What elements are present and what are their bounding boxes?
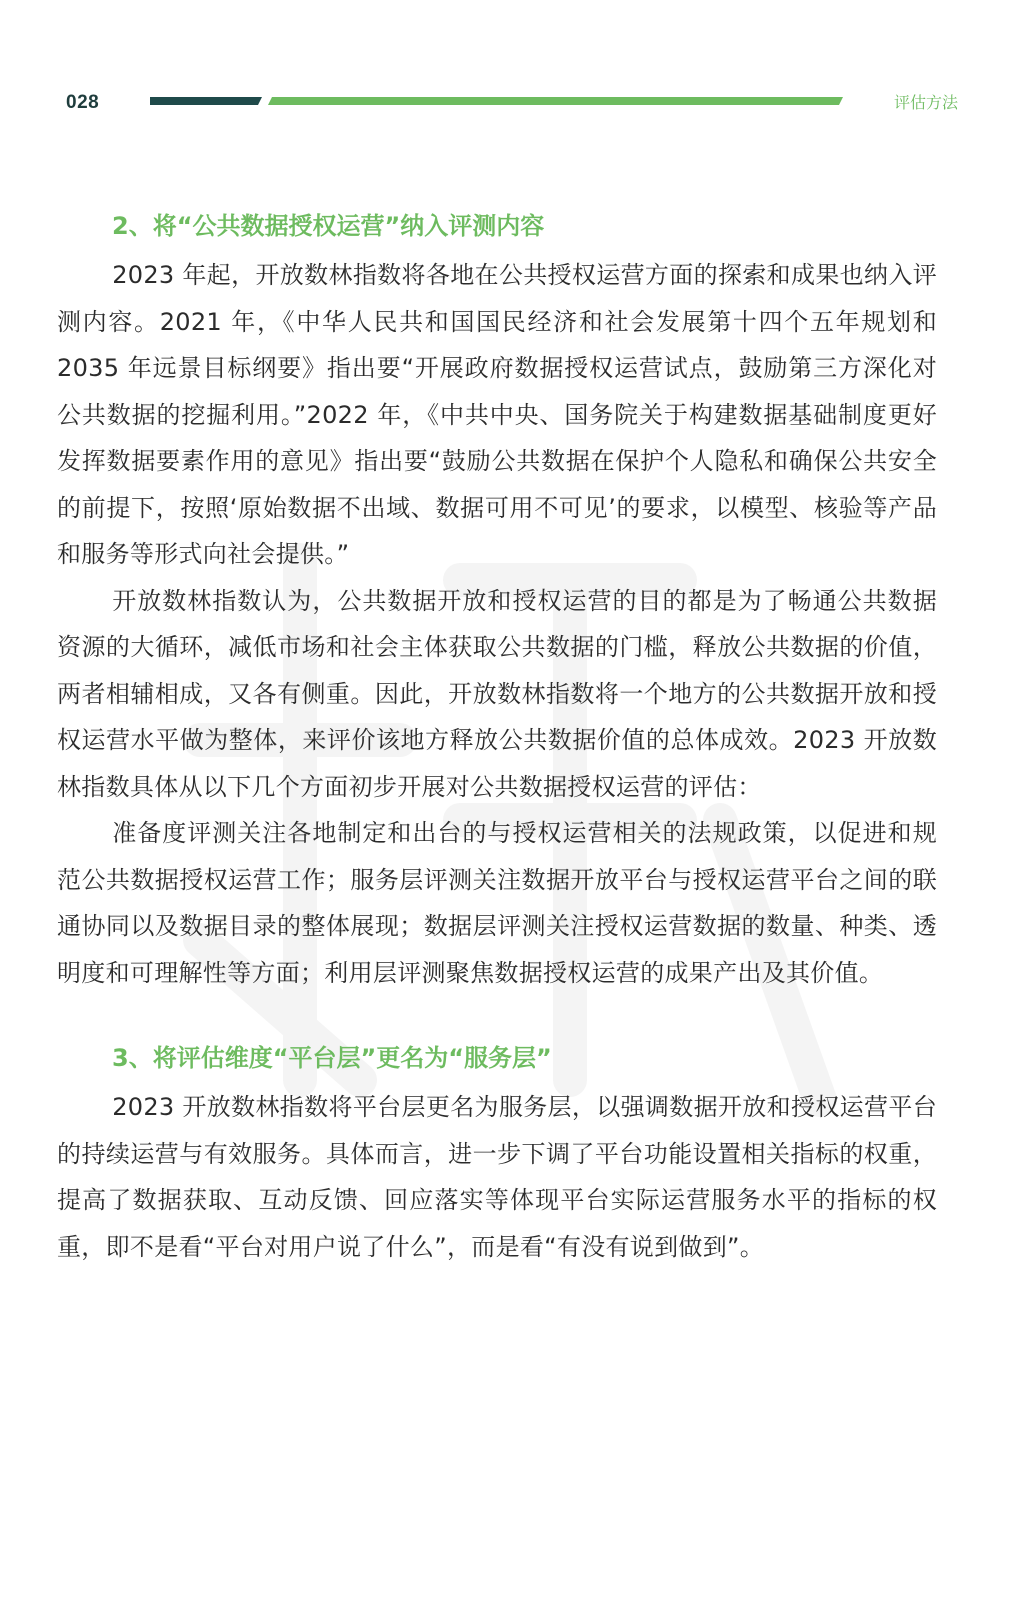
paragraph: 准备度评测关注各地制定和出台的与授权运营相关的法规政策，以促进和规范公共数据授权运营工作；服务层评测关注数据开放平台与授权运营平台之间的联通协同以及数据目录的整体展现；数据层评测关注授权运营数据的数量、种类、透明度和可理解性等方面；利用层评测聚焦数据授权运营的成果产出及其价值。 [57, 819, 937, 987]
paragraph: 2023 开放数林指数将平台层更名为服务层，以强调数据开放和授权运营平台的持续运营与有效服务。具体而言，进一步下调了平台功能设置相关指标的权重，提高了数据获取、互动反馈、回应落实等体现平台实际运营服务水平的指标的权重，即不是看“平台对用户说了什么”，而是看“有没有说到做到”。 [57, 1093, 937, 1261]
page-number: 028 [66, 92, 100, 113]
section-spacer [57, 996, 937, 1032]
header-bar-dark [150, 97, 262, 105]
header-bar-green [268, 97, 843, 105]
paragraph: 2023 年起，开放数林指数将各地在公共授权运营方面的探索和成果也纳入评测内容。2021 年，《中华人民共和国国民经济和社会发展第十四个五年规划和 2035 年远景目标纲要》指出要“开展政府数据授权运营试点，鼓励第三方深化对公共数据的挖掘利用。”2022 年，《中共中央、国务院关于构建数据基础制度更好发挥数据要素作用的意见》指出要“鼓励公共数据在保护个人隐私和确保公共安全的前提下，按照‘原始数据不出域、数据可用不可见’的要求，以模型、核验等产品和服务等形式向社会提供。” [57, 261, 937, 568]
header-decorative-bars [150, 97, 850, 105]
section-heading-3: 3、将评估维度“平台层”更名为“服务层” [112, 1044, 552, 1072]
section-heading-2: 2、将“公共数据授权运营”纳入评测内容 [112, 212, 545, 240]
section-label: 评估方法 [893, 93, 958, 112]
main-content [57, 200, 937, 1270]
paragraph: 开放数林指数认为，公共数据开放和授权运营的目的都是为了畅通公共数据资源的大循环，减低市场和社会主体获取公共数据的门槛，释放公共数据的价值，两者相辅相成，又各有侧重。因此，开放数林指数将一个地方的公共数据开放和授权运营水平做为整体，来评价该地方释放公共数据价值的总体成效。2023 开放数林指数具体从以下几个方面初步开展对公共数据授权运营的评估： [57, 586, 937, 801]
page-header [0, 0, 1020, 140]
